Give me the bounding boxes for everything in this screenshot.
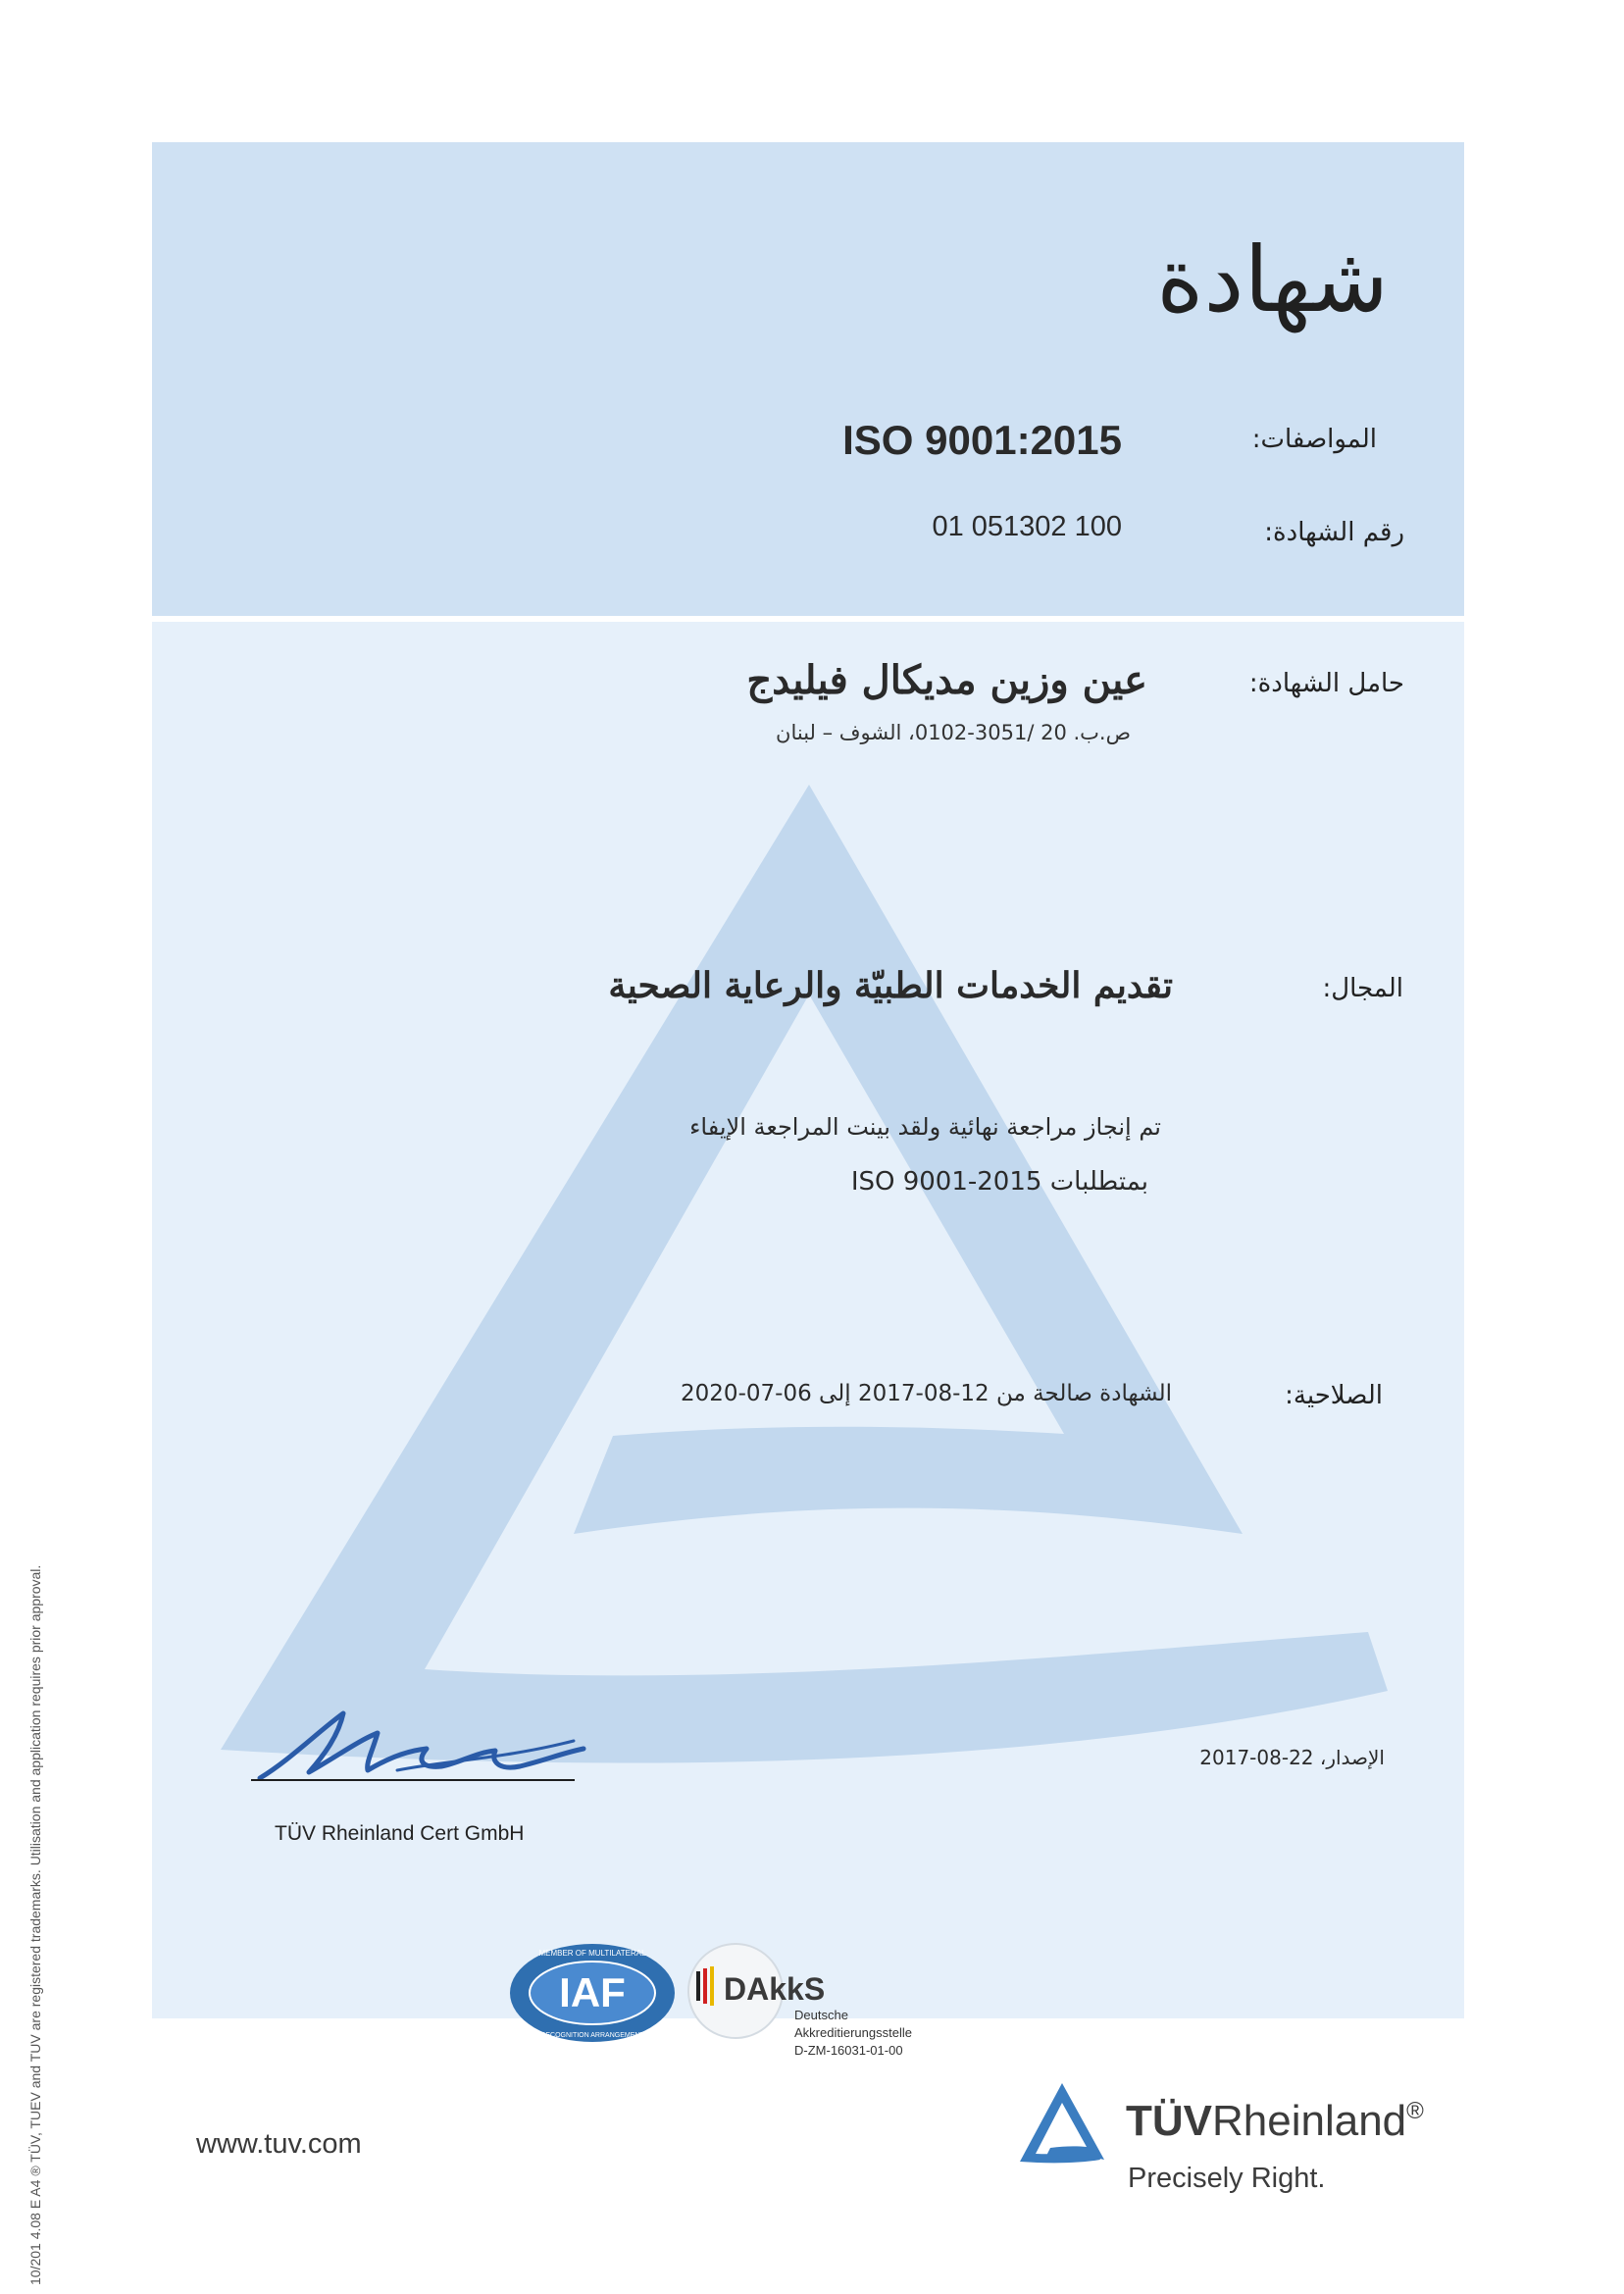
issue-date: الإصدار، 22-08-2017 (1199, 1746, 1385, 1769)
holder-label: حامل الشهادة: (1248, 669, 1404, 698)
dakks-line1: Deutsche (794, 2008, 848, 2022)
dakks-line2: Akkreditierungsstelle (794, 2025, 912, 2040)
tuv-rheinland-logo (1126, 2097, 1424, 2145)
certificate-title: شهادة (1156, 228, 1389, 332)
certificate-number-label: رقم الشهادة: (1264, 518, 1404, 547)
content-panel (152, 622, 1464, 2018)
tuv-slogan: Precisely Right. (1128, 2163, 1326, 2194)
validity-label: الصلاحية: (1285, 1381, 1383, 1410)
certificate-number-value: 01 051302 100 (932, 511, 1122, 542)
iaf-text: IAF (559, 1969, 626, 2015)
audit-statement-line2: بمتطلبات ISO 9001-2015 (850, 1167, 1148, 1197)
audit-statement-line1: تم إنجاز مراجعة نهائية ولقد بينت المراجعة الإيفاء (689, 1113, 1161, 1141)
issuer-name: TÜV Rheinland Cert GmbH (275, 1822, 525, 1845)
scope-label: المجال: (1322, 974, 1403, 1003)
holder-address: ص.ب. 20 /3051-0102، الشوف – لبنان (776, 721, 1131, 744)
standard-label: المواصفات: (1251, 425, 1377, 454)
dakks-name: DAkkS (724, 1971, 826, 2007)
iaf-logo (508, 1942, 677, 2044)
iaf-ring-bottom: RECOGNITION ARRANGEMENT (540, 2032, 644, 2039)
trademark-side-note: 10/201 4.08 E A4 ® TÜV, TUEV and TUV are registered trademarks. Utilisation and application requires prior approval. (27, 1564, 43, 2285)
dakks-code: D-ZM-16031-01-00 (794, 2043, 903, 2058)
iaf-ring-top: MEMBER OF MULTILATERAL (538, 1949, 646, 1958)
signature-line (251, 1779, 575, 1781)
website-link[interactable]: www.tuv.com (196, 2128, 362, 2160)
registered-mark: ® (1406, 2098, 1424, 2124)
holder-name: عين وزين مديكال فيليدج (746, 657, 1147, 703)
tuv-brand-rest: Rheinland (1212, 2097, 1407, 2145)
scope-value: تقديم الخدمات الطبيّة والرعاية الصحية (608, 965, 1173, 1006)
tuv-brand-bold: TÜV (1126, 2097, 1212, 2145)
standard-value: ISO 9001:2015 (842, 417, 1122, 463)
tuv-watermark-triangle (152, 622, 1464, 2018)
signature-image (250, 1702, 588, 1790)
tuv-triangle-icon (1018, 2081, 1106, 2164)
validity-value: الشهادة صالحة من 12-08-2017 إلى 06-07-2020 (681, 1381, 1172, 1406)
